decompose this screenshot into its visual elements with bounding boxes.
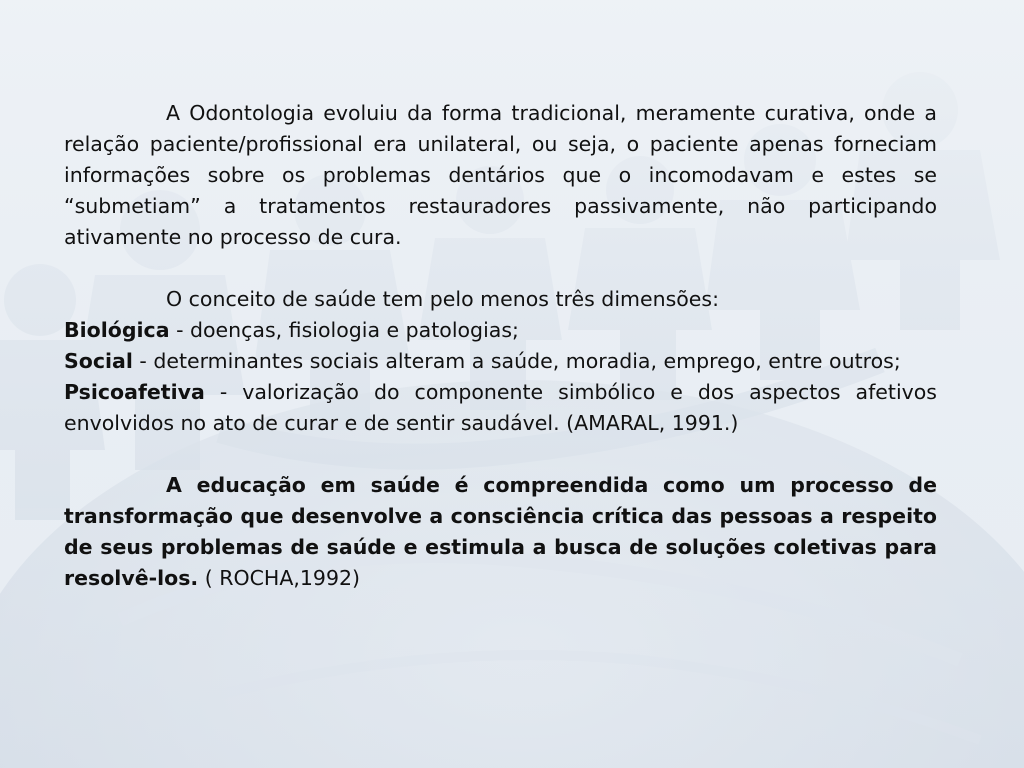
spacer [64,253,937,284]
dimension-psicoafetiva [64,377,937,439]
dimension-term: Psicoafetiva [64,380,205,404]
dimension-term: Biológica [64,318,170,342]
dimension-text: - determinantes sociais alteram a saúde, moradia, emprego, entre outros; [132,349,901,373]
dimension-term: Social [64,349,133,373]
dimension-text: - doenças, fisiologia e patologias; [169,318,519,342]
spacer [64,439,937,470]
paragraph-educacao-saude [64,470,937,594]
dimensions-intro: O conceito de saúde tem pelo menos três dimensões: [166,287,720,311]
dimension-social [64,346,937,377]
closing-citation: ( ROCHA,1992) [198,566,361,590]
dimension-text: - valorização do componente simbólico e dos aspectos afetivos envolvidos no ato de curar e de sentir saudável. (AMARAL, 1991.) [64,380,937,435]
closing-statement: A educação em saúde é compreendida como um processo de transformação que desenvolve a consciência crítica das pessoas a respeito de seus problemas de saúde e estimula a busca de soluções coletivas para resolvê-los. [64,473,937,590]
slide-text-body [64,98,937,594]
dimension-biologica [64,315,937,346]
paragraph-odontologia: A Odontologia evoluiu da forma tradicional, meramente curativa, onde a relação paciente/profissional era unilateral, ou seja, o paciente apenas forneciam informações sobre os problemas dentários que o incomodavam e estes se “submetiam” a tratamentos restauradores passivamente, não participando ativamente no processo de cura. [64,101,937,249]
